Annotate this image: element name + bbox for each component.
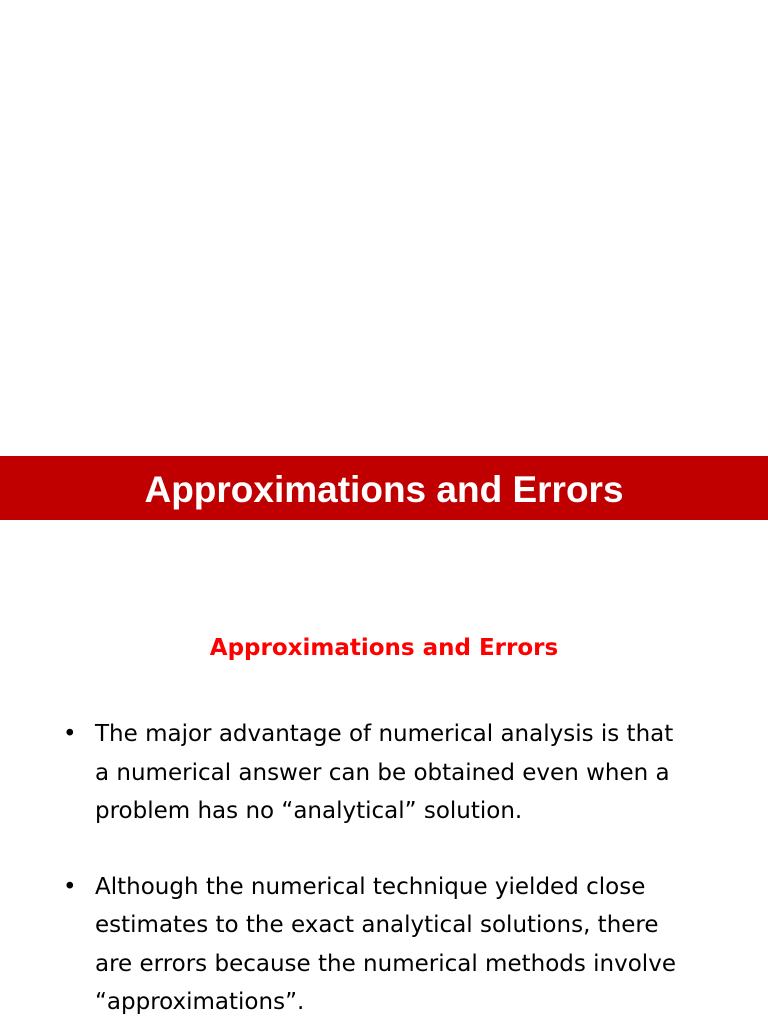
bullet-line: estimates to the exact analytical solutions, there: [95, 912, 659, 938]
slide-title: Approximations and Errors: [144, 469, 624, 510]
bullet-item: [0, 715, 768, 831]
bullet-line: The major advantage of numerical analysis is that: [95, 721, 674, 747]
bullet-line: are errors because the numerical methods involve: [95, 950, 676, 977]
bullet-list: [0, 715, 768, 1024]
bullet-line: Although the numerical technique yielded close: [95, 873, 646, 900]
title-banner: [0, 456, 768, 520]
bullet-line: “approximations”.: [95, 989, 305, 1015]
bullet-line: problem has no “analytical” solution.: [95, 798, 523, 824]
bullet-dot-icon: •: [63, 721, 77, 747]
section-heading: Approximations and Errors: [209, 635, 559, 661]
bullet-item: [0, 868, 768, 1022]
bullet-dot-icon: •: [63, 873, 77, 900]
bullet-line: a numerical answer can be obtained even when a: [95, 759, 670, 786]
